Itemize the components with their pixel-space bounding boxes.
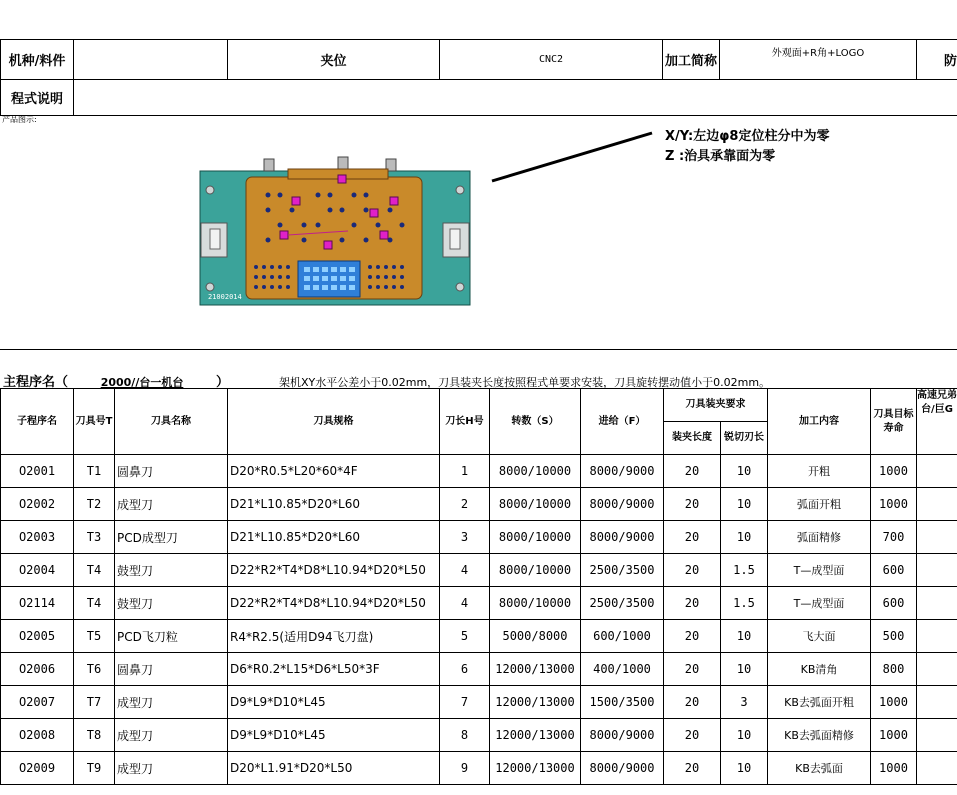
speed-cell[interactable]: 5000/8000 [490, 620, 581, 653]
tool-h-cell[interactable]: 6 [440, 653, 490, 686]
feed-cell[interactable]: 8000/9000 [581, 455, 664, 488]
tool-name-cell[interactable]: 成型刀 [115, 719, 228, 752]
life-cell[interactable]: 1000 [871, 686, 917, 719]
header-extra: 高速兄弟台/巨G [917, 389, 957, 455]
fixture-diagram [198, 155, 474, 307]
feed-cell[interactable]: 1500/3500 [581, 686, 664, 719]
speed-cell[interactable]: 12000/13000 [490, 752, 581, 785]
tool-spec-cell[interactable]: D9*L9*D10*L45 [228, 719, 440, 752]
speed-cell[interactable]: 8000/10000 [490, 521, 581, 554]
clamp-length-cell[interactable]: 20 [664, 587, 721, 620]
tool-no-cell[interactable]: T1 [74, 455, 115, 488]
fixture-value[interactable]: CNC2 [440, 40, 663, 80]
tool-spec-cell[interactable]: D21*L10.85*D20*L60 [228, 488, 440, 521]
tool-name-cell[interactable]: 鼓型刀 [115, 554, 228, 587]
part-code: 21002014 [208, 293, 242, 301]
tool-no-cell[interactable]: T9 [74, 752, 115, 785]
tool-spec-cell[interactable]: D6*R0.2*L15*D6*L50*3F [228, 653, 440, 686]
tool-name-cell[interactable]: 圆鼻刀 [115, 455, 228, 488]
content-cell[interactable]: KB清角 [768, 653, 871, 686]
table-row[interactable] [1, 521, 957, 554]
header-cut-length: 锐切刃长 [721, 422, 768, 455]
feed-cell[interactable]: 8000/9000 [581, 521, 664, 554]
header-tool-h: 刀长H号 [440, 389, 490, 455]
tool-spec-cell[interactable]: R4*R2.5(适用D94飞刀盘) [228, 620, 440, 653]
extra-cell[interactable] [917, 521, 957, 554]
tool-h-cell[interactable]: 8 [440, 719, 490, 752]
program-cell[interactable]: O2114 [1, 587, 74, 620]
tool-name-cell[interactable]: 鼓型刀 [115, 587, 228, 620]
speed-cell[interactable]: 8000/10000 [490, 587, 581, 620]
main-program-value[interactable]: 2000//台一机台 [100, 376, 184, 389]
extra-cell[interactable] [917, 752, 957, 785]
table-row[interactable] [1, 455, 957, 488]
tool-spec-cell[interactable]: D9*L9*D10*L45 [228, 686, 440, 719]
clamp-length-cell[interactable]: 20 [664, 488, 721, 521]
clamp-length-cell[interactable]: 20 [664, 554, 721, 587]
life-cell[interactable]: 1000 [871, 719, 917, 752]
main-program-suffix: ） [216, 375, 230, 390]
content-cell[interactable]: 弧面开粗 [768, 488, 871, 521]
life-cell[interactable]: 1000 [871, 752, 917, 785]
tool-name-cell[interactable]: 成型刀 [115, 686, 228, 719]
extra-cell[interactable] [917, 455, 957, 488]
cut-length-cell[interactable]: 10 [721, 653, 768, 686]
speed-cell[interactable]: 12000/13000 [490, 719, 581, 752]
tool-table [0, 388, 957, 785]
table-row[interactable] [1, 620, 957, 653]
tool-table-body [1, 455, 957, 785]
product-caption: 产品图示: [2, 115, 37, 124]
speed-cell[interactable]: 8000/10000 [490, 488, 581, 521]
program-cell[interactable]: O2003 [1, 521, 74, 554]
cut-length-cell[interactable]: 10 [721, 719, 768, 752]
tool-h-cell[interactable]: 2 [440, 488, 490, 521]
header-life: 刀具目标寿命 [871, 389, 917, 455]
clamp-length-cell[interactable]: 20 [664, 686, 721, 719]
extra-label: 防 [917, 40, 957, 80]
speed-cell[interactable]: 8000/10000 [490, 455, 581, 488]
table-row[interactable] [1, 752, 957, 785]
extra-cell[interactable] [917, 587, 957, 620]
header-clamp-length: 装夹长度 [664, 422, 721, 455]
feed-cell[interactable]: 8000/9000 [581, 488, 664, 521]
life-cell[interactable]: 1000 [871, 488, 917, 521]
speed-cell[interactable]: 12000/13000 [490, 653, 581, 686]
cut-length-cell[interactable]: 10 [721, 521, 768, 554]
tool-h-cell[interactable]: 9 [440, 752, 490, 785]
tool-no-cell[interactable]: T5 [74, 620, 115, 653]
program-cell[interactable]: O2009 [1, 752, 74, 785]
speed-cell[interactable]: 12000/13000 [490, 686, 581, 719]
process-label: 加工简称 [663, 40, 720, 80]
extra-cell[interactable] [917, 488, 957, 521]
tool-no-cell[interactable]: T4 [74, 587, 115, 620]
tool-no-cell[interactable]: T4 [74, 554, 115, 587]
extra-cell[interactable] [917, 554, 957, 587]
speed-cell[interactable]: 8000/10000 [490, 554, 581, 587]
content-cell[interactable]: 飞大面 [768, 620, 871, 653]
program-cell[interactable]: O2004 [1, 554, 74, 587]
clamp-length-cell[interactable]: 20 [664, 620, 721, 653]
feed-cell[interactable]: 2500/3500 [581, 587, 664, 620]
cut-length-cell[interactable]: 10 [721, 488, 768, 521]
note-z: Z :治具承靠面为零 [665, 149, 776, 164]
fixture-label: 夹位 [228, 40, 440, 80]
tool-spec-cell[interactable]: D22*R2*T4*D8*L10.94*D20*L50 [228, 587, 440, 620]
content-cell[interactable]: T—成型面 [768, 554, 871, 587]
header-tool-spec: 刀具规格 [228, 389, 440, 455]
content-cell[interactable]: 开粗 [768, 455, 871, 488]
tool-no-cell[interactable]: T2 [74, 488, 115, 521]
program-cell[interactable]: O2006 [1, 653, 74, 686]
content-cell[interactable]: 弧面精修 [768, 521, 871, 554]
main-program-note: 架机XY水平公差小于0.02mm，刀具装夹长度按照程式单要求安装，刀具旋转摆动值小于0.02mm。 [279, 376, 771, 389]
tool-no-cell[interactable]: T6 [74, 653, 115, 686]
table-row[interactable] [1, 686, 957, 719]
extra-cell[interactable] [917, 686, 957, 719]
program-cell[interactable]: O2005 [1, 620, 74, 653]
clamp-length-cell[interactable]: 20 [664, 653, 721, 686]
tool-spec-cell[interactable]: D20*R0.5*L20*60*4F [228, 455, 440, 488]
feed-cell[interactable]: 8000/9000 [581, 752, 664, 785]
extra-cell[interactable] [917, 653, 957, 686]
header-feed: 进给（F） [581, 389, 664, 455]
program-cell[interactable]: O2002 [1, 488, 74, 521]
tool-name-cell[interactable]: 成型刀 [115, 752, 228, 785]
clamp-length-cell[interactable]: 20 [664, 719, 721, 752]
cut-length-cell[interactable]: 1.5 [721, 554, 768, 587]
feed-cell[interactable]: 400/1000 [581, 653, 664, 686]
program-cell[interactable]: O2001 [1, 455, 74, 488]
header-sub-program: 子程序名 [1, 389, 74, 455]
tool-no-cell[interactable]: T8 [74, 719, 115, 752]
header-tool-no: 刀具号T [74, 389, 115, 455]
tool-spec-cell[interactable]: D22*R2*T4*D8*L10.94*D20*L50 [228, 554, 440, 587]
content-cell[interactable]: T—成型面 [768, 587, 871, 620]
header-content: 加工内容 [768, 389, 871, 455]
tool-h-cell[interactable]: 5 [440, 620, 490, 653]
header-tool-name: 刀具名称 [115, 389, 228, 455]
life-cell[interactable]: 600 [871, 587, 917, 620]
life-cell[interactable]: 700 [871, 521, 917, 554]
cut-length-cell[interactable]: 10 [721, 455, 768, 488]
program-label: 程式说明 [1, 80, 74, 116]
program-cell[interactable]: O2007 [1, 686, 74, 719]
tool-name-cell[interactable]: 圆鼻刀 [115, 653, 228, 686]
cut-length-cell[interactable]: 3 [721, 686, 768, 719]
extra-cell[interactable] [917, 719, 957, 752]
table-row[interactable] [1, 488, 957, 521]
life-cell[interactable]: 600 [871, 554, 917, 587]
tool-h-cell[interactable]: 1 [440, 455, 490, 488]
clamp-length-cell[interactable]: 20 [664, 455, 721, 488]
tool-name-cell[interactable]: PCD飞刀粒 [115, 620, 228, 653]
note-xy: X/Y:左边φ8定位柱分中为零 [665, 129, 830, 144]
tool-h-cell[interactable]: 4 [440, 587, 490, 620]
table-row[interactable] [1, 719, 957, 752]
machine-label: 机种/料件 [1, 40, 74, 80]
tool-spec-cell[interactable]: D20*L1.91*D20*L50 [228, 752, 440, 785]
process-value[interactable]: 外观面+R角+LOGO [720, 40, 917, 80]
tool-name-cell[interactable]: 成型刀 [115, 488, 228, 521]
leader-line [0, 0, 957, 350]
tool-spec-cell[interactable]: D21*L10.85*D20*L60 [228, 521, 440, 554]
cut-length-cell[interactable]: 1.5 [721, 587, 768, 620]
extra-cell[interactable] [917, 620, 957, 653]
table-row[interactable] [1, 587, 957, 620]
tool-name-cell[interactable]: PCD成型刀 [115, 521, 228, 554]
header-speed: 转数（S） [490, 389, 581, 455]
life-cell[interactable]: 800 [871, 653, 917, 686]
tool-no-cell[interactable]: T3 [74, 521, 115, 554]
clamp-length-cell[interactable]: 20 [664, 752, 721, 785]
feed-cell[interactable]: 8000/9000 [581, 719, 664, 752]
header-clamp-group: 刀具装夹要求 [664, 389, 768, 422]
main-program-prefix: 主程序名（ [3, 375, 69, 390]
content-cell[interactable]: KB去弧面精修 [768, 719, 871, 752]
program-cell[interactable]: O2008 [1, 719, 74, 752]
cut-length-cell[interactable]: 10 [721, 752, 768, 785]
content-cell[interactable]: KB去弧面 [768, 752, 871, 785]
clamp-length-cell[interactable]: 20 [664, 521, 721, 554]
feed-cell[interactable]: 600/1000 [581, 620, 664, 653]
content-cell[interactable]: KB去弧面开粗 [768, 686, 871, 719]
cut-length-cell[interactable]: 10 [721, 620, 768, 653]
life-cell[interactable]: 1000 [871, 455, 917, 488]
table-row[interactable] [1, 653, 957, 686]
tool-h-cell[interactable]: 3 [440, 521, 490, 554]
tool-h-cell[interactable]: 7 [440, 686, 490, 719]
tool-h-cell[interactable]: 4 [440, 554, 490, 587]
tool-no-cell[interactable]: T7 [74, 686, 115, 719]
feed-cell[interactable]: 2500/3500 [581, 554, 664, 587]
section-divider [0, 349, 957, 350]
life-cell[interactable]: 500 [871, 620, 917, 653]
table-row[interactable] [1, 554, 957, 587]
